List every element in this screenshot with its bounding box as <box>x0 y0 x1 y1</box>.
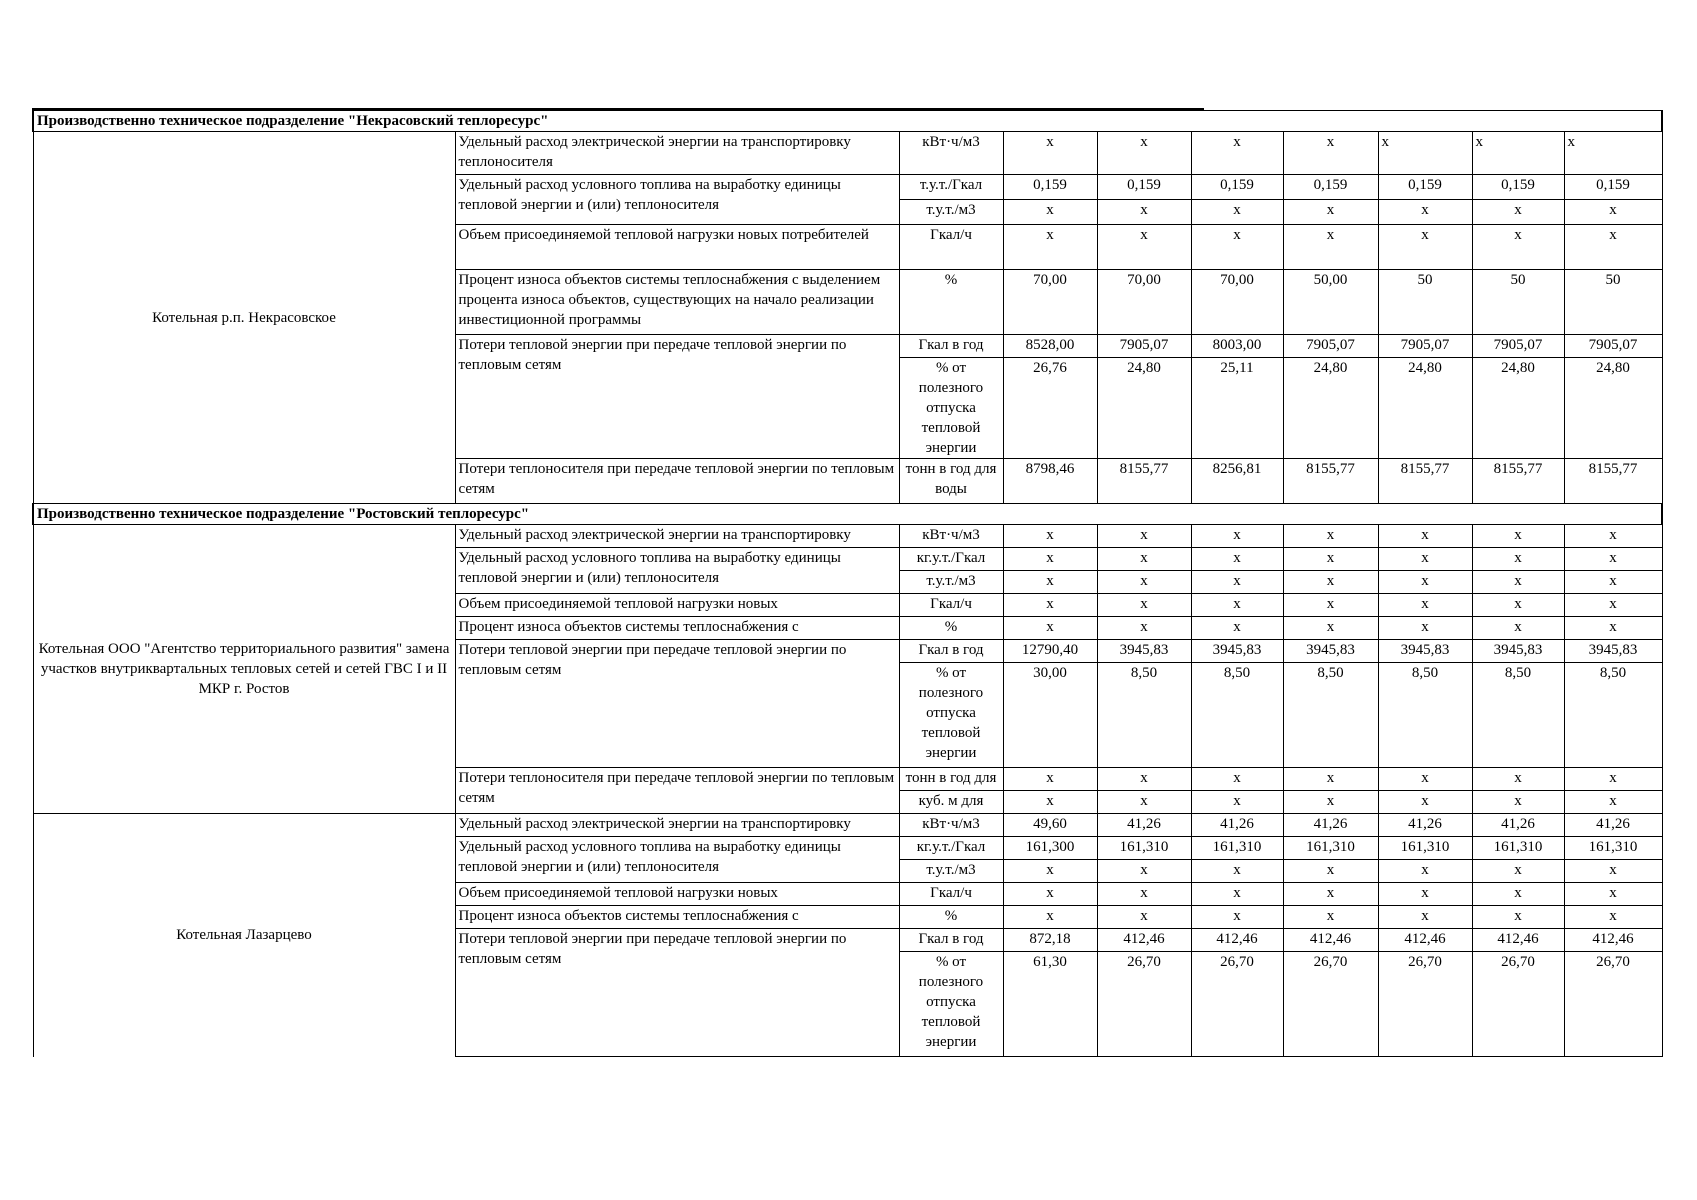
unit-label: % <box>899 270 1003 335</box>
indicator-label: Удельный расход электрической энергии на транспортировку теплоносителя <box>455 132 899 175</box>
value-cell: 41,26 <box>1283 814 1378 837</box>
indicator-label: Объем присоединяемой тепловой нагрузки новых <box>455 594 899 617</box>
unit-label: % от полезного отпуска тепловой энергии <box>899 952 1003 1057</box>
table-row <box>33 525 1662 548</box>
value-cell: 50 <box>1564 270 1662 335</box>
value-cell: 26,70 <box>1472 952 1564 1057</box>
unit-label: кг.у.т./Гкал <box>899 548 1003 571</box>
value-cell: 3945,83 <box>1564 640 1662 663</box>
value-cell: х <box>1283 225 1378 270</box>
section-header-row <box>33 504 1662 525</box>
value-cell: х <box>1378 906 1472 929</box>
value-cell: х <box>1564 768 1662 791</box>
value-cell: х <box>1097 883 1191 906</box>
value-cell: х <box>1097 791 1191 814</box>
unit-label: тонн в год для <box>899 768 1003 791</box>
value-cell: 161,310 <box>1564 837 1662 860</box>
indicator-label: Объем присоединяемой тепловой нагрузки новых <box>455 883 899 906</box>
value-cell: 8,50 <box>1283 663 1378 768</box>
value-cell: 412,46 <box>1378 929 1472 952</box>
value-cell: х <box>1283 571 1378 594</box>
object-name: Котельная Лазарцево <box>33 814 455 1057</box>
value-cell: 7905,07 <box>1472 335 1564 358</box>
value-cell: х <box>1191 132 1283 175</box>
unit-label: т.у.т./м3 <box>899 200 1003 225</box>
value-cell: х <box>1472 200 1564 225</box>
value-cell: х <box>1472 525 1564 548</box>
value-cell: х <box>1472 768 1564 791</box>
unit-label: кВт·ч/м3 <box>899 814 1003 837</box>
value-cell: 161,300 <box>1003 837 1097 860</box>
value-cell: х <box>1003 883 1097 906</box>
indicator-label: Процент износа объектов системы теплоснабжения с <box>455 906 899 929</box>
value-cell: х <box>1564 594 1662 617</box>
value-cell: х <box>1191 200 1283 225</box>
value-cell: х <box>1472 594 1564 617</box>
value-cell: х <box>1472 906 1564 929</box>
unit-label: % от полезного отпуска тепловой энергии <box>899 358 1003 459</box>
value-cell: х <box>1378 791 1472 814</box>
unit-label: т.у.т./м3 <box>899 860 1003 883</box>
value-cell: 7905,07 <box>1283 335 1378 358</box>
unit-label: куб. м для <box>899 791 1003 814</box>
value-cell: 26,70 <box>1378 952 1472 1057</box>
indicator-label: Удельный расход условного топлива на выработку единицы тепловой энергии и (или) теплоносителя <box>455 175 899 225</box>
value-cell: 26,70 <box>1564 952 1662 1057</box>
value-cell: х <box>1191 225 1283 270</box>
value-cell: 0,159 <box>1472 175 1564 200</box>
unit-label: Гкал/ч <box>899 883 1003 906</box>
indicator-label: Объем присоединяемой тепловой нагрузки новых потребителей <box>455 225 899 270</box>
value-cell: 0,159 <box>1564 175 1662 200</box>
value-cell: х <box>1564 225 1662 270</box>
indicator-label: Процент износа объектов системы теплоснабжения с выделением процента износа объектов, существующих на начало реализации инвестиционной программы <box>455 270 899 335</box>
value-cell: 7905,07 <box>1564 335 1662 358</box>
indicator-label: Потери теплоносителя при передаче тепловой энергии по тепловым сетям <box>455 459 899 504</box>
value-cell: х <box>1472 883 1564 906</box>
value-cell: 412,46 <box>1191 929 1283 952</box>
value-cell: 3945,83 <box>1378 640 1472 663</box>
unit-label: кг.у.т./Гкал <box>899 837 1003 860</box>
value-cell: 8155,77 <box>1564 459 1662 504</box>
value-cell: х <box>1097 768 1191 791</box>
value-cell: х <box>1003 617 1097 640</box>
value-cell: 7905,07 <box>1378 335 1472 358</box>
value-cell: х <box>1097 617 1191 640</box>
value-cell: 70,00 <box>1191 270 1283 335</box>
value-cell: 8798,46 <box>1003 459 1097 504</box>
value-cell: 49,60 <box>1003 814 1097 837</box>
value-cell: 161,310 <box>1097 837 1191 860</box>
value-cell: х <box>1472 791 1564 814</box>
indicator-label: Потери тепловой энергии при передаче тепловой энергии по тепловым сетям <box>455 929 899 1057</box>
value-cell: х <box>1472 860 1564 883</box>
value-cell: х <box>1097 860 1191 883</box>
value-cell: х <box>1564 571 1662 594</box>
value-cell: 161,310 <box>1283 837 1378 860</box>
value-cell: х <box>1283 548 1378 571</box>
value-cell: х <box>1378 571 1472 594</box>
value-cell: х <box>1191 768 1283 791</box>
value-cell: х <box>1564 617 1662 640</box>
value-cell: х <box>1003 860 1097 883</box>
value-cell: х <box>1378 132 1472 175</box>
value-cell: 50,00 <box>1283 270 1378 335</box>
indicator-label: Потери теплоносителя при передаче тепловой энергии по тепловым сетям <box>455 768 899 814</box>
value-cell: 24,80 <box>1283 358 1378 459</box>
value-cell: х <box>1378 860 1472 883</box>
value-cell: 8,50 <box>1472 663 1564 768</box>
value-cell: х <box>1564 200 1662 225</box>
value-cell: х <box>1191 791 1283 814</box>
value-cell: 3945,83 <box>1097 640 1191 663</box>
value-cell: х <box>1564 132 1662 175</box>
value-cell: х <box>1378 525 1472 548</box>
indicator-label: Потери тепловой энергии при передаче тепловой энергии по тепловым сетям <box>455 335 899 459</box>
value-cell: 8,50 <box>1191 663 1283 768</box>
value-cell: х <box>1564 548 1662 571</box>
value-cell: х <box>1564 860 1662 883</box>
value-cell: х <box>1378 883 1472 906</box>
value-cell: х <box>1283 594 1378 617</box>
value-cell: х <box>1378 768 1472 791</box>
value-cell: 3945,83 <box>1191 640 1283 663</box>
unit-label: Гкал/ч <box>899 225 1003 270</box>
value-cell: х <box>1097 525 1191 548</box>
value-cell: 41,26 <box>1472 814 1564 837</box>
value-cell: 412,46 <box>1564 929 1662 952</box>
value-cell: 8155,77 <box>1283 459 1378 504</box>
value-cell: х <box>1191 617 1283 640</box>
value-cell: х <box>1378 594 1472 617</box>
unit-label: % <box>899 906 1003 929</box>
value-cell: х <box>1472 617 1564 640</box>
value-cell: х <box>1378 200 1472 225</box>
table-row <box>33 132 1662 175</box>
investment-indicators-table <box>32 110 1663 1057</box>
value-cell: 24,80 <box>1097 358 1191 459</box>
value-cell: х <box>1003 768 1097 791</box>
value-cell: 3945,83 <box>1283 640 1378 663</box>
unit-label: кВт·ч/м3 <box>899 525 1003 548</box>
unit-label: т.у.т./Гкал <box>899 175 1003 200</box>
section-header-row <box>33 111 1662 132</box>
value-cell: х <box>1003 791 1097 814</box>
value-cell: х <box>1564 525 1662 548</box>
value-cell: х <box>1191 525 1283 548</box>
value-cell: 7905,07 <box>1097 335 1191 358</box>
unit-label: % от полезного отпуска тепловой энергии <box>899 663 1003 768</box>
indicator-label: Удельный расход электрической энергии на транспортировку <box>455 814 899 837</box>
section-title: Производственно техническое подразделение "Некрасовский теплоресурс" <box>33 111 1662 132</box>
value-cell: 0,159 <box>1378 175 1472 200</box>
value-cell: 12790,40 <box>1003 640 1097 663</box>
table-row <box>33 814 1662 837</box>
unit-label: Гкал в год <box>899 335 1003 358</box>
indicator-label: Процент износа объектов системы теплоснабжения с <box>455 617 899 640</box>
value-cell: 24,80 <box>1378 358 1472 459</box>
value-cell: х <box>1097 225 1191 270</box>
value-cell: х <box>1283 906 1378 929</box>
value-cell: 8,50 <box>1097 663 1191 768</box>
unit-label: т.у.т./м3 <box>899 571 1003 594</box>
value-cell: 25,11 <box>1191 358 1283 459</box>
value-cell: х <box>1097 594 1191 617</box>
value-cell: 8,50 <box>1564 663 1662 768</box>
value-cell: 50 <box>1378 270 1472 335</box>
unit-label: Гкал/ч <box>899 594 1003 617</box>
value-cell: х <box>1564 906 1662 929</box>
indicator-label: Удельный расход условного топлива на выработку единицы тепловой энергии и (или) теплоносителя <box>455 837 899 883</box>
value-cell: х <box>1191 906 1283 929</box>
object-name: Котельная р.п. Некрасовское <box>33 132 455 504</box>
value-cell: х <box>1283 132 1378 175</box>
value-cell: х <box>1283 617 1378 640</box>
value-cell: х <box>1003 225 1097 270</box>
value-cell: х <box>1283 883 1378 906</box>
value-cell: 412,46 <box>1283 929 1378 952</box>
value-cell: х <box>1564 791 1662 814</box>
value-cell: х <box>1283 768 1378 791</box>
value-cell: 0,159 <box>1191 175 1283 200</box>
value-cell: х <box>1003 132 1097 175</box>
value-cell: х <box>1283 791 1378 814</box>
value-cell: х <box>1003 525 1097 548</box>
value-cell: х <box>1472 132 1564 175</box>
value-cell: 0,159 <box>1097 175 1191 200</box>
value-cell: 41,26 <box>1564 814 1662 837</box>
value-cell: 8155,77 <box>1472 459 1564 504</box>
value-cell: х <box>1097 132 1191 175</box>
value-cell: х <box>1283 860 1378 883</box>
value-cell: 26,70 <box>1191 952 1283 1057</box>
value-cell: х <box>1097 571 1191 594</box>
value-cell: х <box>1564 883 1662 906</box>
indicator-label: Удельный расход условного топлива на выработку единицы тепловой энергии и (или) теплоносителя <box>455 548 899 594</box>
value-cell: х <box>1191 860 1283 883</box>
unit-label: тонн в год для воды <box>899 459 1003 504</box>
value-cell: 30,00 <box>1003 663 1097 768</box>
value-cell: х <box>1191 594 1283 617</box>
value-cell: х <box>1003 548 1097 571</box>
value-cell: 412,46 <box>1097 929 1191 952</box>
value-cell: х <box>1472 225 1564 270</box>
value-cell: 8256,81 <box>1191 459 1283 504</box>
value-cell: х <box>1378 548 1472 571</box>
value-cell: 26,70 <box>1283 952 1378 1057</box>
value-cell: 41,26 <box>1191 814 1283 837</box>
value-cell: 8528,00 <box>1003 335 1097 358</box>
value-cell: 26,70 <box>1097 952 1191 1057</box>
section-title: Производственно техническое подразделение "Ростовский теплоресурс" <box>33 504 1662 525</box>
unit-label: Гкал в год <box>899 640 1003 663</box>
object-name: Котельная ООО "Агентство территориального развития" замена участков внутриквартальных тепловых сетей и сетей ГВС I и II МКР г. Ростов <box>33 525 455 814</box>
value-cell: х <box>1097 906 1191 929</box>
value-cell: 8155,77 <box>1097 459 1191 504</box>
value-cell: х <box>1191 548 1283 571</box>
value-cell: 0,159 <box>1283 175 1378 200</box>
value-cell: х <box>1097 548 1191 571</box>
value-cell: 41,26 <box>1097 814 1191 837</box>
value-cell: 24,80 <box>1564 358 1662 459</box>
value-cell: 8003,00 <box>1191 335 1283 358</box>
value-cell: 70,00 <box>1003 270 1097 335</box>
value-cell: 26,76 <box>1003 358 1097 459</box>
value-cell: х <box>1283 525 1378 548</box>
indicator-label: Удельный расход электрической энергии на транспортировку <box>455 525 899 548</box>
value-cell: 70,00 <box>1097 270 1191 335</box>
value-cell: х <box>1472 548 1564 571</box>
value-cell: х <box>1003 906 1097 929</box>
value-cell: х <box>1191 571 1283 594</box>
value-cell: х <box>1472 571 1564 594</box>
value-cell: х <box>1191 883 1283 906</box>
unit-label: кВт·ч/м3 <box>899 132 1003 175</box>
value-cell: х <box>1003 571 1097 594</box>
value-cell: х <box>1378 617 1472 640</box>
value-cell: 24,80 <box>1472 358 1564 459</box>
value-cell: 161,310 <box>1472 837 1564 860</box>
value-cell: 412,46 <box>1472 929 1564 952</box>
value-cell: 0,159 <box>1003 175 1097 200</box>
unit-label: % <box>899 617 1003 640</box>
value-cell: х <box>1378 225 1472 270</box>
value-cell: х <box>1283 200 1378 225</box>
value-cell: 61,30 <box>1003 952 1097 1057</box>
value-cell: 8,50 <box>1378 663 1472 768</box>
value-cell: 8155,77 <box>1378 459 1472 504</box>
unit-label: Гкал в год <box>899 929 1003 952</box>
value-cell: 3945,83 <box>1472 640 1564 663</box>
value-cell: х <box>1003 594 1097 617</box>
value-cell: 161,310 <box>1378 837 1472 860</box>
value-cell: 161,310 <box>1191 837 1283 860</box>
value-cell: х <box>1003 200 1097 225</box>
value-cell: х <box>1097 200 1191 225</box>
value-cell: 41,26 <box>1378 814 1472 837</box>
value-cell: 50 <box>1472 270 1564 335</box>
indicator-label: Потери тепловой энергии при передаче тепловой энергии по тепловым сетям <box>455 640 899 768</box>
value-cell: 872,18 <box>1003 929 1097 952</box>
